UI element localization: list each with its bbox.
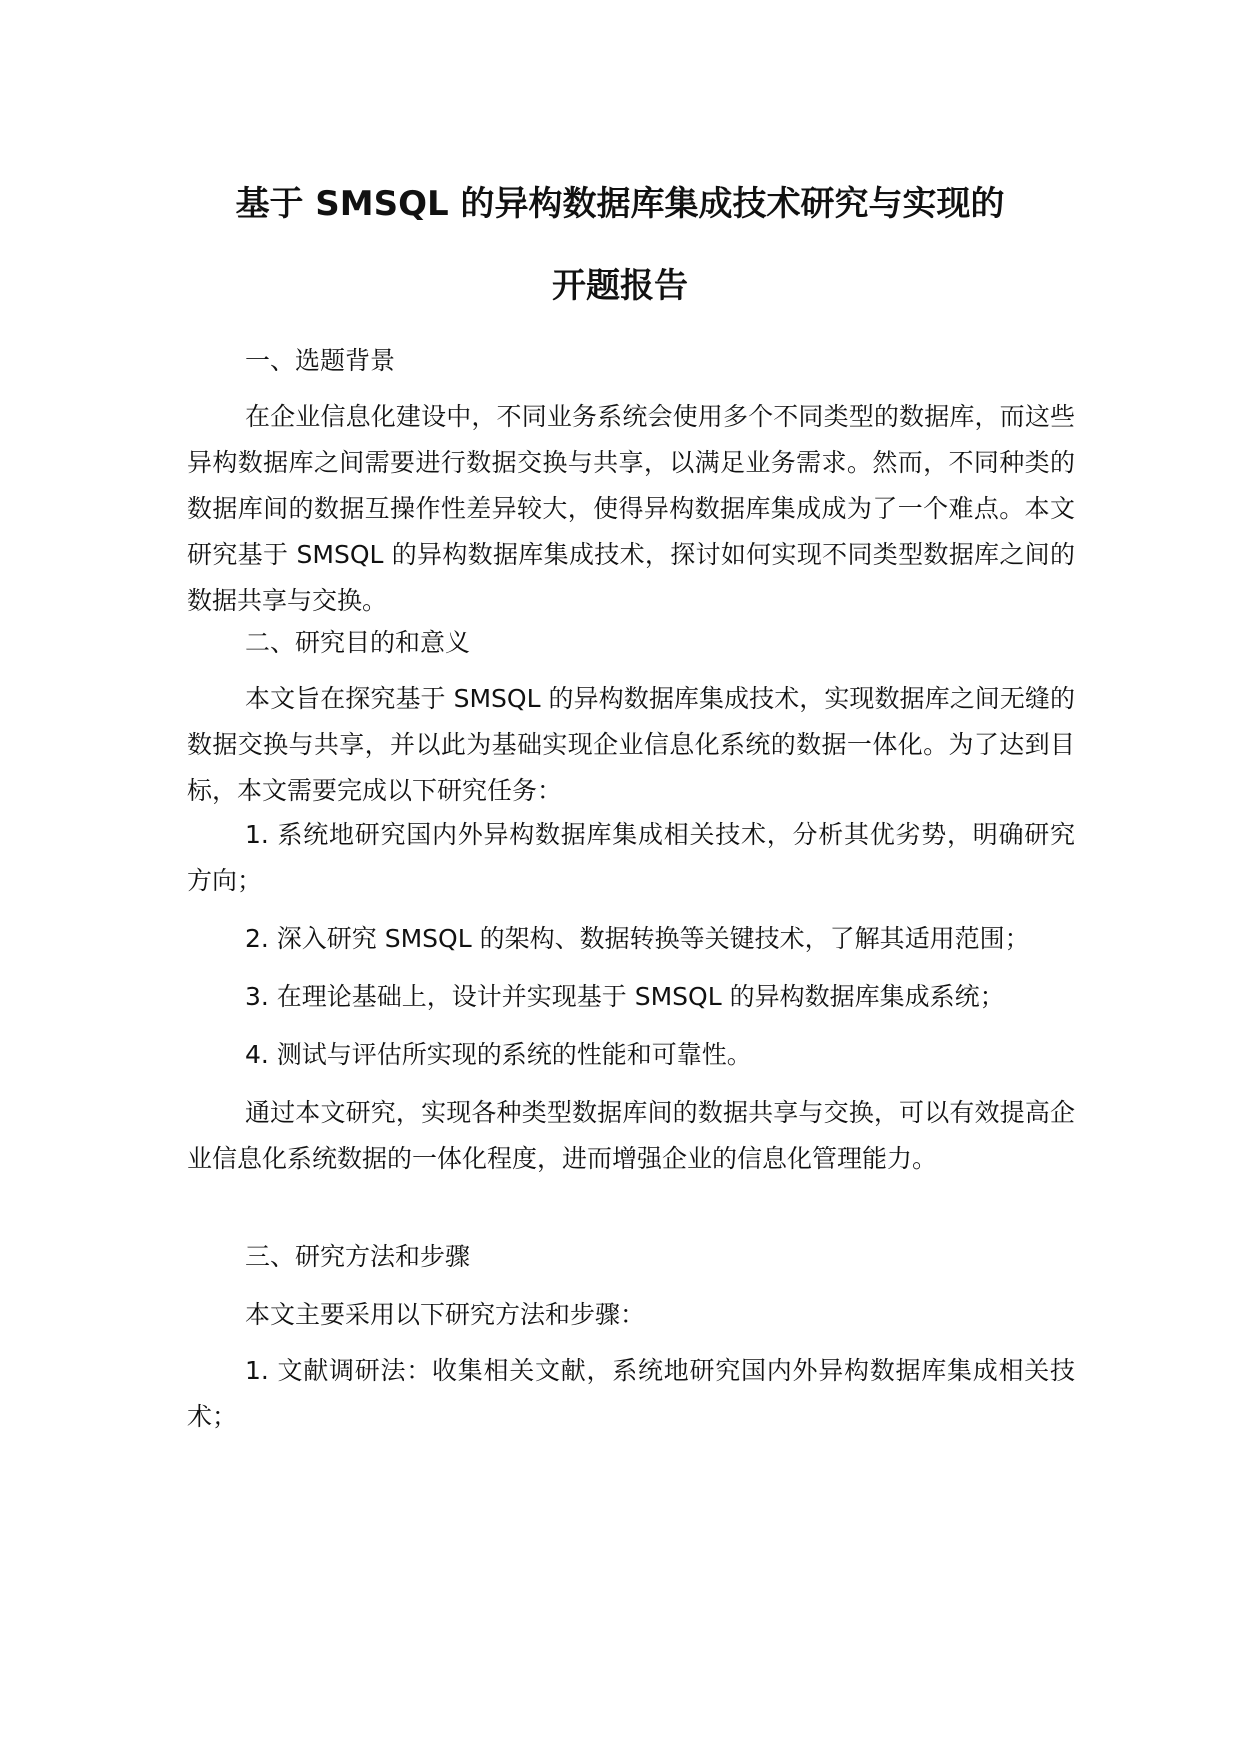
section-heading-methods: 三、研究方法和步骤 (245, 1242, 471, 1271)
purpose-conclusion-paragraph: 通过本文研究，实现各种类型数据库间的数据共享与交换，可以有效提高企业信息化系统数据的一体化程度，进而增强企业的信息化管理能力。 (187, 1098, 1075, 1173)
document-title-line-1: 基于 SMSQL 的异构数据库集成技术研究与实现的 (235, 184, 1005, 224)
section-heading-background: 一、选题背景 (245, 346, 396, 375)
section-heading-purpose: 二、研究目的和意义 (245, 628, 471, 657)
method-step-1: 1. 文献调研法：收集相关文献，系统地研究国内外异构数据库集成相关技术； (187, 1356, 1075, 1431)
research-task-1: 1. 系统地研究国内外异构数据库集成相关技术，分析其优劣势，明确研究方向； (187, 820, 1075, 895)
purpose-intro-paragraph: 本文旨在探究基于 SMSQL 的异构数据库集成技术，实现数据库之间无缝的数据交换与共享，并以此为基础实现企业信息化系统的数据一体化。为了达到目标，本文需要完成以下研究任务： (187, 684, 1075, 805)
background-paragraph: 在企业信息化建设中，不同业务系统会使用多个不同类型的数据库，而这些异构数据库之间需要进行数据交换与共享，以满足业务需求。然而，不同种类的数据库间的数据互操作性差异较大，使得异构数据库集成成为了一个难点。本文研究基于 SMSQL 的异构数据库集成技术，探讨如何实现不同类型数据库之间的数据共享与交换。 (187, 402, 1075, 615)
research-task-4: 4. 测试与评估所实现的系统的性能和可靠性。 (245, 1040, 752, 1069)
research-task-2: 2. 深入研究 SMSQL 的架构、数据转换等关键技术，了解其适用范围； (245, 924, 1030, 953)
methods-intro-paragraph: 本文主要采用以下研究方法和步骤： (245, 1300, 646, 1329)
research-task-3: 3. 在理论基础上，设计并实现基于 SMSQL 的异构数据库集成系统； (245, 982, 1005, 1011)
document-title-line-2: 开题报告 (552, 266, 688, 306)
